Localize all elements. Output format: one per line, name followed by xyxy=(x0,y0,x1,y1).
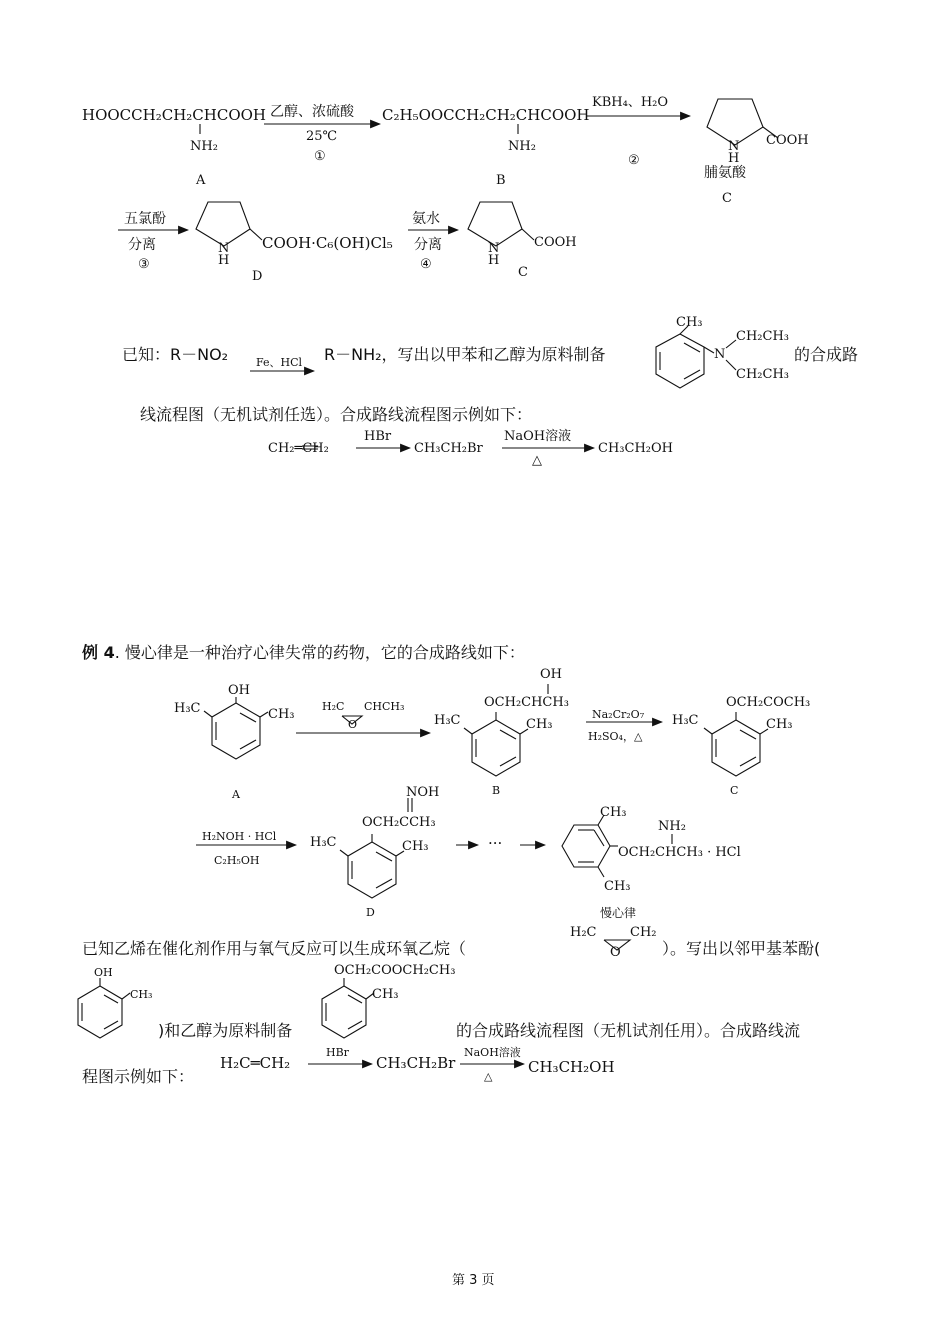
compound-D-n: N xyxy=(218,241,230,256)
example2-ethylene: H₂C═CH₂ xyxy=(220,1054,291,1072)
example4-number: 例 4 xyxy=(82,643,115,662)
target-benzene-ring xyxy=(656,334,704,388)
target-ethyl-bottom: CH₂CH₃ xyxy=(736,367,789,382)
ex4-hydroxylamine: H₂NOH · HCl xyxy=(202,830,277,843)
ex4-ethanol-solvent: C₂H₅OH xyxy=(214,854,260,867)
example-naoh: NaOH溶液 xyxy=(504,429,572,444)
arrow1-reagent: 乙醇、浓硫酸 xyxy=(270,104,354,120)
ex4-A-h3c: H₃C xyxy=(174,701,201,716)
ex4-B-h3c: H₃C xyxy=(434,713,461,728)
ex4-C-h3c: H₃C xyxy=(672,713,699,728)
arrow3-condition: 分离 xyxy=(128,237,156,253)
benzene-ring-D xyxy=(348,842,396,898)
arrow3-step-number: ③ xyxy=(138,257,150,272)
mexiletine-ch3-bottom: CH₃ xyxy=(604,879,631,894)
example2-heat: △ xyxy=(484,1070,493,1083)
arrow2-reagent: KBH₄、H₂O xyxy=(592,95,669,110)
compound-C-cooh: COOH xyxy=(766,133,809,148)
example-ethanol: CH₃CH₂OH xyxy=(598,441,673,456)
known2-line2a: )和乙醇为原料制备 xyxy=(158,1021,293,1040)
arrow4-step-number: ④ xyxy=(420,257,432,272)
mexiletine-chain: OCH₂CHCH₃ · HCl xyxy=(618,845,741,860)
benzene-ring-C xyxy=(712,720,760,776)
known1-tail: 的合成路 xyxy=(794,345,859,364)
ex4-D-ch3: CH₃ xyxy=(402,839,429,854)
ex4-D-noh: NOH xyxy=(406,785,440,800)
benzene-ring-A xyxy=(212,703,260,759)
o-cresol-ring xyxy=(78,986,122,1038)
known1-suffix: R－NH₂，写出以甲苯和乙醇为原料制备 xyxy=(324,345,606,364)
example4-title xyxy=(82,642,525,664)
compound-C-name: 脯氨酸 xyxy=(704,165,746,181)
arrow2-step-number: ② xyxy=(628,153,640,168)
arrow4-reagent: 氨水 xyxy=(412,211,440,227)
known2-line1a: 已知乙烯在催化剂作用与氧气反应可以生成环氧乙烷（ xyxy=(82,939,467,958)
example-ethylene: CH₂═CH₂ xyxy=(268,441,329,456)
target-ester-ch3: CH₃ xyxy=(372,987,399,1002)
arrow1-temperature: 25℃ xyxy=(306,129,338,144)
arrow3-reagent: 五氯酚 xyxy=(124,211,166,227)
mexiletine-name: 慢心律 xyxy=(600,906,637,920)
example4-description: . 慢心律是一种治疗心律失常的药物，它的合成路线如下： xyxy=(114,643,525,662)
known2-epox-h2c: H₂C xyxy=(570,925,597,940)
ex4-A-ch3: CH₃ xyxy=(268,707,295,722)
known1-prefix: 已知：R－NO₂ xyxy=(122,345,229,364)
compound-A-label: A xyxy=(196,173,206,188)
ex4-D-h3c: H₃C xyxy=(310,835,337,850)
example-heat: △ xyxy=(532,453,542,468)
arrow4-condition: 分离 xyxy=(414,237,442,253)
ex4-C-ch3: CH₃ xyxy=(766,717,793,732)
known2-line2b: 的合成路线流程图（无机试剂任用）。合成路线流 xyxy=(456,1021,801,1040)
compound-B-nh2: NH₂ xyxy=(508,139,536,154)
compound-D-formula: COOH·C₆(OH)Cl₅ xyxy=(262,234,393,252)
example2-ethanol: CH₃CH₂OH xyxy=(528,1058,615,1076)
compound-C-n: N xyxy=(728,139,740,154)
target-ester-ring xyxy=(322,986,366,1038)
known2-line1b: ）。写出以邻甲基苯酚( xyxy=(662,939,821,958)
C2-cooh-bond xyxy=(522,229,534,240)
epoxide-o: O xyxy=(348,718,358,731)
ex4-B-chain: OCH₂CHCH₃ xyxy=(484,695,569,710)
ex4-acid-heat: H₂SO₄，△ xyxy=(588,730,643,743)
compound-B-label: B xyxy=(496,173,506,188)
example-hbr: HBr xyxy=(364,429,392,444)
compound-D-label: D xyxy=(252,269,263,284)
o-cresol-oh: OH xyxy=(94,966,113,979)
benzene-ring-mexiletine xyxy=(562,825,610,867)
target-ethyl-top: CH₂CH₃ xyxy=(736,329,789,344)
compound-C-h: H xyxy=(728,151,740,166)
ex4-A-oh: OH xyxy=(228,683,250,698)
epoxide-h2c: H₂C xyxy=(322,700,345,713)
known2-epox-ch2: CH₂ xyxy=(630,925,657,940)
ex4-D-chain: OCH₂CCH₃ xyxy=(362,815,436,830)
ex4-B-oh: OH xyxy=(540,667,562,682)
ex4-C-chain: OCH₂COCH₃ xyxy=(726,695,811,710)
compound-A-nh2: NH₂ xyxy=(190,139,218,154)
example2-hbr: HBr xyxy=(326,1046,349,1059)
D-bond xyxy=(250,229,262,240)
known2-line3: 程图示例如下： xyxy=(82,1067,195,1086)
compound-C2-cooh: COOH xyxy=(534,235,577,250)
ex4-C-label: C xyxy=(730,784,739,797)
compound-C-label: C xyxy=(722,191,732,206)
ex4-B-ch3: CH₃ xyxy=(526,717,553,732)
example-bromoethane: CH₃CH₂Br xyxy=(414,441,483,456)
compound-C2-label: C xyxy=(518,265,528,280)
target-n-bond xyxy=(704,347,714,353)
known2-epox-o: O xyxy=(610,945,621,960)
compound-A-formula: HOOCCH₂CH₂CHCOOH xyxy=(82,106,267,124)
compound-C2-n: N xyxy=(488,241,500,256)
ex4-D-label: D xyxy=(366,906,375,919)
epoxide-chch3: CHCH₃ xyxy=(364,700,405,713)
ex4-ellipsis: ··· xyxy=(488,834,503,852)
mexiletine-nh2: NH₂ xyxy=(658,819,686,834)
example2-bromoethane: CH₃CH₂Br xyxy=(376,1054,456,1072)
mexiletine-ch3-top: CH₃ xyxy=(600,805,627,820)
ex4-oxidant: Na₂Cr₂O₇ xyxy=(592,708,645,721)
compound-D-h: H xyxy=(218,253,230,268)
target-ester-chain: OCH₂COOCH₂CH₃ xyxy=(334,963,456,978)
target-n: N xyxy=(714,347,726,362)
ex4-B-label: B xyxy=(492,784,501,797)
page-number: 第 3 页 xyxy=(452,1273,495,1288)
target-ch3: CH₃ xyxy=(676,315,703,330)
benzene-ring-B xyxy=(472,720,520,776)
arrow1-step-number: ① xyxy=(314,149,326,164)
known1-arrow-label: Fe、HCl xyxy=(256,356,303,369)
compound-C2-h: H xyxy=(488,253,500,268)
compound-B-formula: C₂H₅OOCCH₂CH₂CHCOOH xyxy=(382,106,590,124)
ex4-A-label: A xyxy=(232,788,240,801)
o-cresol-ch3: CH₃ xyxy=(130,988,153,1001)
example2-naoh: NaOH溶液 xyxy=(464,1046,521,1059)
known1-line2: 线流程图（无机试剂任选）。合成路线流程图示例如下： xyxy=(140,405,533,424)
